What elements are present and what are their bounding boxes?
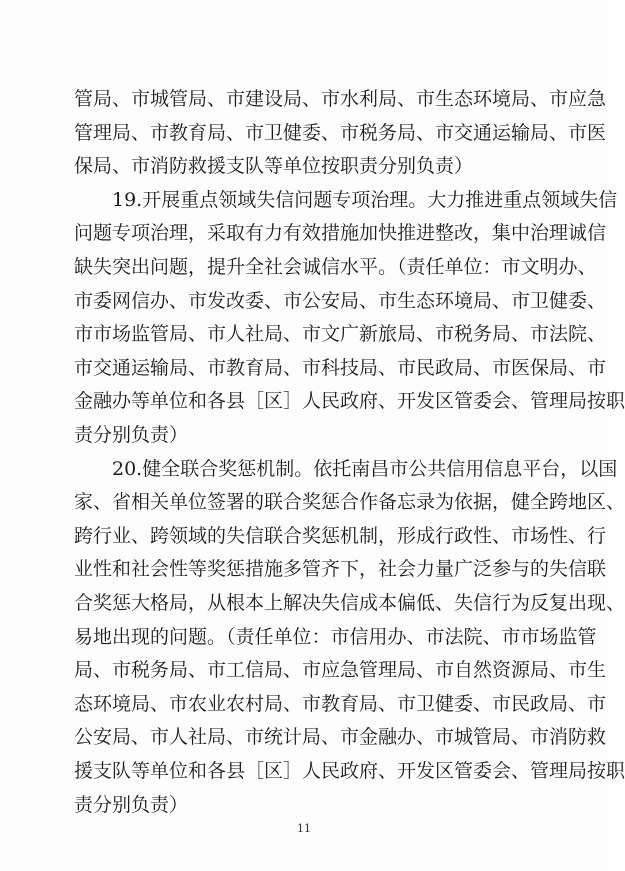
text-line: 易地出现的问题。（责任单位：市信用办、市法院、市市场监管 <box>74 625 597 648</box>
text-line: 局、市税务局、市工信局、市应急管理局、市自然资源局、市生 <box>74 659 607 682</box>
text-line: 市交通运输局、市教育局、市科技局、市民政局、市医保局、市 <box>74 356 607 379</box>
text-line: 市市场监管局、市人社局、市文广新旅局、市税务局、市法院、 <box>74 323 607 346</box>
section-heading-line: 20.健全联合奖惩机制。依托南昌市公共信用信息平台，以国 <box>112 457 618 480</box>
text-line: 金融办等单位和各县［区］人民政府、开发区管委会、管理局按职 <box>74 390 625 413</box>
text-line: 责分别负责） <box>74 793 189 816</box>
text-line: 态环境局、市农业农村局、市教育局、市卫健委、市民政局、市 <box>74 692 607 715</box>
page-number: 11 <box>297 822 311 835</box>
section-heading-line: 19.开展重点领域失信问题专项治理。大力推进重点领域失信 <box>112 188 618 211</box>
text-line: 援支队等单位和各县［区］人民政府、开发区管委会、管理局按职 <box>74 760 625 782</box>
text-line: 合奖惩大格局，从根本上解决失信成本偏低、失信行为反复出现、 <box>74 592 625 614</box>
text-line: 缺失突出问题，提升全社会诚信水平。（责任单位：市文明办、 <box>74 256 597 278</box>
text-line: 跨行业、跨领域的失信联合奖惩机制，形成行政性、市场性、行 <box>74 524 607 547</box>
text-line: 管局、市城管局、市建设局、市水利局、市生态环境局、市应急 <box>74 88 607 110</box>
text-line: 问题专项治理，采取有力有效措施加快推进整改，集中治理诚信 <box>74 222 607 245</box>
text-line: 市委网信办、市发改委、市公安局、市生态环境局、市卫健委、 <box>74 289 607 312</box>
text-line: 业性和社会性等奖惩措施多管齐下，社会力量广泛参与的失信联 <box>74 558 607 581</box>
text-line: 管理局、市教育局、市卫健委、市税务局、市交通运输局、市医 <box>74 121 607 144</box>
text-line: 公安局、市人社局、市统计局、市金融办、市城管局、市消防救 <box>74 726 607 749</box>
text-line: 家、省相关单位签署的联合奖惩合作备忘录为依据，健全跨地区、 <box>74 491 625 514</box>
text-line: 保局、市消防救援支队等单位按职责分别负责） <box>74 155 474 178</box>
text-line: 责分别负责） <box>74 424 189 446</box>
